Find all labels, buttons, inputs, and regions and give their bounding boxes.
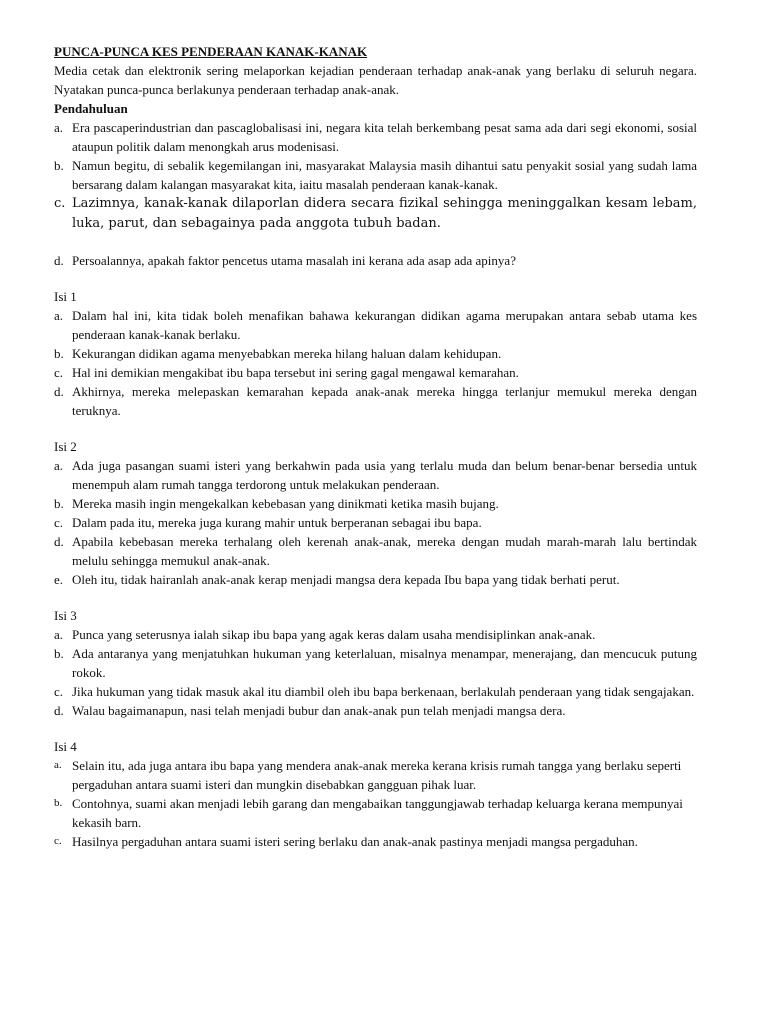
list-item xyxy=(54,513,697,532)
list-item-text: Lazimnya, kanak-kanak dilaporlan didera secara fizikal sehingga meninggalkan kesam lebam, luka, parut, dan sebagainya pada anggota tubuh badan. xyxy=(72,196,697,231)
spacer xyxy=(54,270,697,287)
list-item xyxy=(54,156,697,194)
list-item xyxy=(54,194,697,234)
list-item-text: Hal ini demikian mengakibat ibu bapa tersebut ini sering gagal mengawal kemarahan. xyxy=(72,365,519,380)
spacer xyxy=(54,720,697,737)
list-item xyxy=(54,118,697,156)
list-marker: d. xyxy=(54,384,64,399)
list-marker: a. xyxy=(54,458,64,473)
list-item xyxy=(54,251,697,270)
pendahuluan-heading: Pendahuluan xyxy=(54,101,128,116)
list-item-text: Ada juga pasangan suami isteri yang berkahwin pada usia yang terlalu muda dan belum benar-benar bersedia untuk menempuh alam rumah tangga terdorong untuk melakukan penderaan. xyxy=(72,458,697,492)
list-item xyxy=(54,456,697,494)
isi-2-list xyxy=(54,456,697,589)
list-item xyxy=(54,494,697,513)
list-item xyxy=(54,682,697,701)
list-item xyxy=(54,382,697,420)
list-marker: b. xyxy=(54,158,64,173)
list-marker: d. xyxy=(54,534,64,549)
list-item-text: Oleh itu, tidak hairanlah anak-anak kerap menjadi mangsa dera kepada Ibu bapa yang tidak berhati perut. xyxy=(72,572,620,587)
isi-4-list xyxy=(54,756,697,851)
isi-3-label: Isi 3 xyxy=(54,608,77,623)
list-item-text: Punca yang seterusnya ialah sikap ibu bapa yang agak keras dalam usaha mendisiplinkan anak-anak. xyxy=(72,627,596,642)
list-item xyxy=(54,363,697,382)
pendahuluan-list xyxy=(54,118,697,270)
list-item-text: Ada antaranya yang menjatuhkan hukuman yang keterlaluan, misalnya menampar, menerajang, dan mencucuk putung rokok. xyxy=(72,646,697,680)
list-item xyxy=(54,756,697,794)
list-marker: a. xyxy=(54,308,64,323)
list-item xyxy=(54,625,697,644)
isi-2-label: Isi 2 xyxy=(54,439,77,454)
list-item xyxy=(54,794,697,832)
list-marker: a. xyxy=(54,627,64,642)
list-item-text: Jika hukuman yang tidak masuk akal itu diambil oleh ibu bapa berkenaan, berlakulah penderaan yang tidak sengajakan. xyxy=(72,684,695,699)
list-item xyxy=(54,570,697,589)
list-item-text: Kekurangan didikan agama menyebabkan mereka hilang haluan dalam kehidupan. xyxy=(72,346,502,361)
list-item xyxy=(54,306,697,344)
list-item-text: Persoalannya, apakah faktor pencetus utama masalah ini kerana ada asap ada apinya? xyxy=(72,253,516,268)
isi-1-label: Isi 1 xyxy=(54,289,77,304)
list-item-text: Selain itu, ada juga antara ibu bapa yang mendera anak-anak mereka kerana krisis rumah tangga yang berlaku seperti pergaduhan antara suami isteri dan mungkin disebabkan gangguan pihak luar. xyxy=(72,758,682,792)
list-item xyxy=(54,644,697,682)
spacer xyxy=(54,589,697,606)
isi-3-list xyxy=(54,625,697,720)
list-marker: d. xyxy=(54,253,64,268)
isi-1-list xyxy=(54,306,697,420)
list-marker: b. xyxy=(54,496,64,511)
list-marker: b. xyxy=(54,797,63,809)
spacer xyxy=(54,420,697,437)
list-marker: c. xyxy=(54,196,66,211)
list-marker: e. xyxy=(54,572,64,587)
isi-4-label: Isi 4 xyxy=(54,739,77,754)
list-marker: c. xyxy=(54,365,64,380)
list-item xyxy=(54,344,697,363)
list-item-text: Namun begitu, di sebalik kegemilangan ini, masyarakat Malaysia masih dihantui satu penyakit sosial yang sudah lama bersarang dalam kalangan masyarakat kita, iaitu masalah penderaan kanak-kanak. xyxy=(72,158,697,192)
list-item-text: Walau bagaimanapun, nasi telah menjadi bubur dan anak-anak pun telah menjadi mangsa dera. xyxy=(72,703,566,718)
list-item-text: Hasilnya pergaduhan antara suami isteri sering berlaku dan anak-anak pastinya menjadi mangsa pergaduhan. xyxy=(72,834,638,849)
list-item-text: Era pascaperindustrian dan pascaglobalisasi ini, negara kita telah berkembang pesat sama ada dari segi ekonomi, sosial ataupun politik dalam menongkah arus modenisasi. xyxy=(72,120,697,154)
list-item xyxy=(54,532,697,570)
list-item-text: Dalam pada itu, mereka juga kurang mahir untuk berperanan sebagai ibu bapa. xyxy=(72,515,482,530)
list-item-text: Contohnya, suami akan menjadi lebih garang dan mengabaikan tanggungjawab terhadap keluarga kerana mempunyai kekasih barn. xyxy=(72,796,683,830)
list-marker: c. xyxy=(54,515,64,530)
document-title: PUNCA-PUNCA KES PENDERAAN KANAK-KANAK xyxy=(54,44,368,59)
list-marker: b. xyxy=(54,346,64,361)
list-marker: d. xyxy=(54,703,64,718)
list-marker: a. xyxy=(54,759,62,771)
list-item xyxy=(54,832,697,851)
intro-paragraph: Media cetak dan elektronik sering melaporkan kejadian penderaan terhadap anak-anak yang berlaku di seluruh negara. Nyatakan punca-punca berlakunya penderaan terhadap anak-anak. xyxy=(54,63,697,97)
list-marker: c. xyxy=(54,684,64,699)
list-marker: a. xyxy=(54,120,64,135)
list-item-text: Apabila kebebasan mereka terhalang oleh kerenah anak-anak, mereka dengan mudah marah-marah lalu bertindak melulu sehingga memukul anak-anak. xyxy=(72,534,697,568)
list-marker: b. xyxy=(54,646,64,661)
list-item-text: Akhirnya, mereka melepaskan kemarahan kepada anak-anak mereka hingga terlanjur memukul mereka dengan teruknya. xyxy=(72,384,697,418)
list-item xyxy=(54,701,697,720)
list-marker: c. xyxy=(54,835,62,847)
spacer xyxy=(54,234,697,251)
list-item-text: Mereka masih ingin mengekalkan kebebasan yang dinikmati ketika masih bujang. xyxy=(72,496,499,511)
list-item-text: Dalam hal ini, kita tidak boleh menafikan bahawa kekurangan didikan agama merupakan antara sebab utama kes penderaan kanak-kanak berlaku. xyxy=(72,308,697,342)
